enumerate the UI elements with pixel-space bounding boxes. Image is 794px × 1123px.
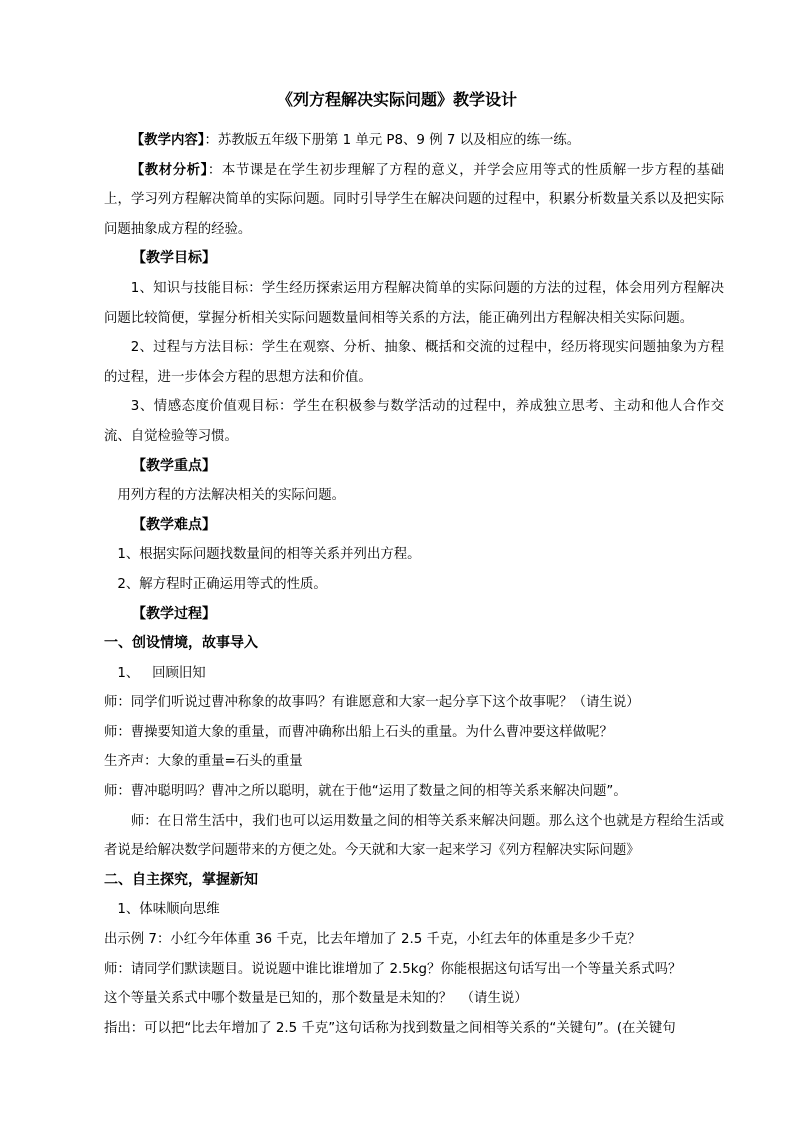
goal-knowledge-skill: 1、知识与技能目标：学生经历探索运用方程解决简单的实际问题的方法的过程，体会用列方程解决问题比较简便，掌握分析相关实际问题数量间相等关系的方法，能正确列出方程解决相关实际问题。 bbox=[104, 280, 724, 326]
teaching-content-text: ：苏教版五年级下册第 1 单元 P8、9 例 7 以及相应的练一练。 bbox=[204, 133, 581, 148]
dialog-line-1: 师：同学们听说过曹冲称象的故事吗？有谁愿意和大家一起分享下这个故事呢？（请生说） bbox=[104, 695, 640, 711]
goal-process-method: 2、过程与方法目标：学生在观察、分析、抽象、概括和交流的过程中，经历将现实问题抽象为方程的过程，进一步体会方程的思想方法和价值。 bbox=[104, 340, 724, 385]
teaching-goals-heading: 【教学目标】 bbox=[132, 250, 216, 267]
dialog-line-5: 师：在日常生活中，我们也可以运用数量之间的相等关系来解决问题。那么这个也就是方程给生活或者说是给解决数学问题带来的方便之处。今天就和大家一起来学习《列方程解决实际问题》 bbox=[104, 813, 724, 859]
dialog-line-3: 生齐声：大象的重量=石头的重量 bbox=[104, 754, 303, 770]
example-7-text: 出示例 7：小红今年体重 36 千克，比去年增加了 2.5 千克，小红去年的体重是多少千克？ bbox=[104, 932, 641, 948]
teaching-key-text: 用列方程的方法解决相关的实际问题。 bbox=[117, 488, 346, 504]
dialog-line-2: 师：曹操要知道大象的重量，而曹冲确称出船上石头的重量。为什么曹冲要这样做呢？ bbox=[104, 724, 613, 740]
material-analysis-paragraph bbox=[104, 156, 724, 245]
step-2-forward-thinking: 1、体味顺向思维 bbox=[117, 902, 220, 918]
dialog-line-4: 师：曹冲聪明吗？曹冲之所以聪明，就在于他“运用了数量之间的相等关系来解决问题”。 bbox=[104, 784, 627, 800]
teaching-content-paragraph bbox=[104, 126, 724, 156]
document-title: 《列方程解决实际问题》教学设计 bbox=[276, 90, 517, 109]
teaching-process-heading: 【教学过程】 bbox=[132, 605, 216, 622]
material-analysis-label: 【教材分析】 bbox=[130, 162, 208, 178]
dialog-line-8: 指出：可以把“比去年增加了 2.5 千克”这句话称为找到数量之间相等关系的“关键句”。(在关键句 bbox=[104, 1020, 676, 1036]
difficulty-item-1: 1、根据实际问题找数量间的相等关系并列出方程。 bbox=[117, 547, 421, 563]
teaching-difficulty-heading: 【教学难点】 bbox=[132, 516, 216, 533]
dialog-line-7: 这个等量关系式中哪个数量是已知的，那个数量是未知的？ （请生说） bbox=[104, 991, 528, 1007]
teaching-key-heading: 【教学重点】 bbox=[132, 457, 216, 474]
teaching-content-label: 【教学内容】 bbox=[130, 133, 205, 148]
difficulty-item-2: 2、解方程时正确运用等式的性质。 bbox=[117, 576, 327, 592]
material-analysis-text: ：本节课是在学生初步理解了方程的意义，并学会应用等式的性质解一步方程的基础上，学习列方程解决简单的实际问题。同时引导学生在解决问题的过程中，积累分析数量关系以及把实际问题抽象成方程的经验。 bbox=[104, 162, 724, 237]
section-1-heading: 一、创设情境，故事导入 bbox=[104, 635, 258, 652]
section-2-heading: 二、自主探究，掌握新知 bbox=[104, 871, 258, 888]
step-1-review: 1、 回顾旧知 bbox=[117, 665, 206, 681]
document-body bbox=[104, 126, 724, 1043]
dialog-line-6: 师：请同学们默读题目。说说题中谁比谁增加了 2.5kg？你能根据这句话写出一个等量关系式吗？ bbox=[104, 961, 682, 977]
goal-emotion-attitude: 3、情感态度价值观目标：学生在积极参与数学活动的过程中，养成独立思考、主动和他人合作交流、自觉检验等习惯。 bbox=[104, 399, 724, 444]
